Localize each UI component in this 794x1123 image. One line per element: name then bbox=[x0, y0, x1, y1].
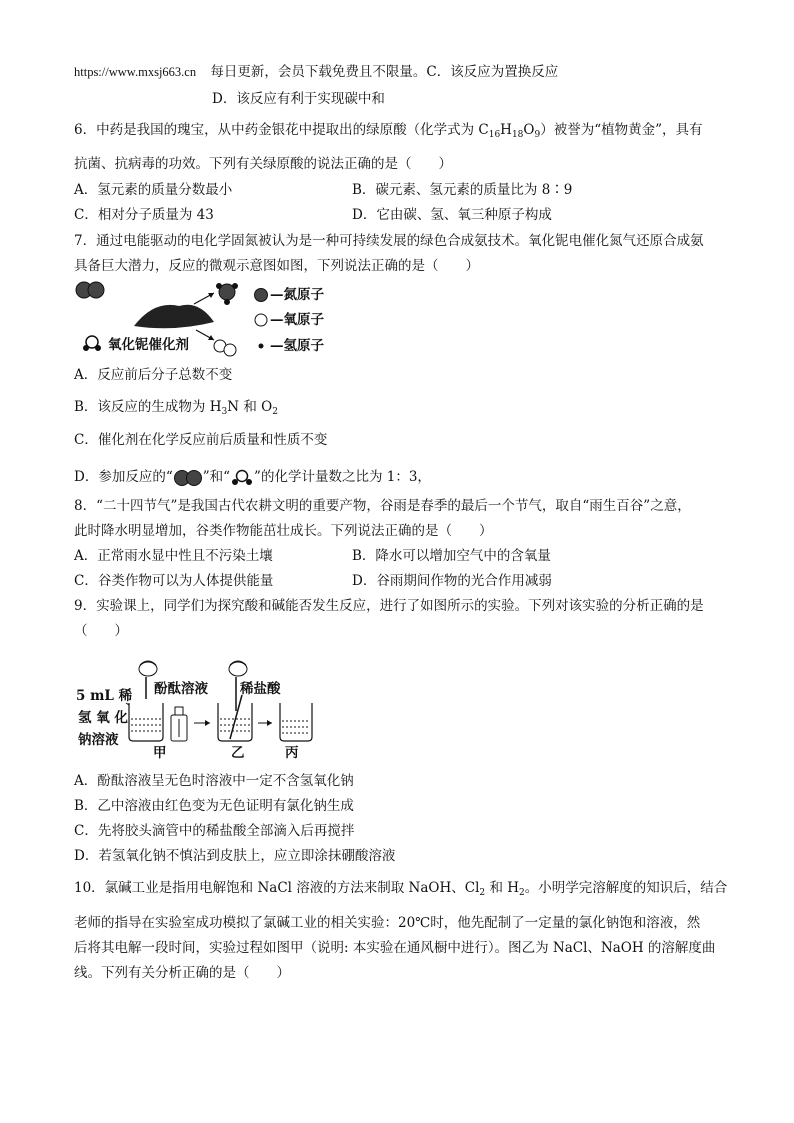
h2o-h-atom-2 bbox=[95, 345, 101, 351]
q9-fig-naoh-label-1: 5 mL 稀 bbox=[76, 688, 133, 704]
q9-option-b: B．乙中溶液由红色变为无色证明有氯化钠生成 bbox=[74, 798, 354, 814]
q9-option-d: D．若氢氧化钠不慎沾到皮肤上，应立即涂抹硼酸溶液 bbox=[74, 848, 396, 864]
q9-option-c: C．先将胶头滴管中的稀盐酸全部滴入后再搅拌 bbox=[74, 823, 355, 839]
header-url[interactable]: https://www.mxsj663.cn bbox=[74, 65, 197, 79]
legend-o-symbol bbox=[255, 314, 267, 326]
q7-catalyst-label: 氧化铌催化剂 bbox=[108, 337, 189, 353]
q7-option-a: A．反应前后分子总数不变 bbox=[74, 367, 233, 383]
beaker-jia bbox=[129, 703, 163, 741]
q8-option-c: C．谷类作物可以为人体提供能量 bbox=[74, 573, 274, 589]
q6-option-c: C．相对分子质量为 43 bbox=[74, 207, 214, 223]
q9-fig-label-yi: 乙 bbox=[231, 745, 245, 761]
dropper-bottle-neck bbox=[175, 707, 183, 715]
q6-option-a: A．氢元素的质量分数最小 bbox=[74, 182, 233, 198]
q8-stem-line2: 此时降水明显增加，谷类作物能茁壮成长。下列说法正确的是（ ） bbox=[74, 523, 493, 539]
catalyst-pile bbox=[134, 305, 214, 329]
q6-sub-o: 9 bbox=[534, 130, 541, 140]
q5-option-c: C．该反应为置换反应 bbox=[426, 64, 559, 80]
q7-legend-o: —氧原子 bbox=[270, 312, 324, 328]
q9-fig-naoh-label-2: 氢 氧 化 bbox=[78, 710, 128, 726]
q9-option-a: A．酚酞溶液呈无色时溶液中一定不含氢氧化钠 bbox=[74, 773, 354, 789]
q8-option-b: B．降水可以增加空气中的含氧量 bbox=[352, 548, 551, 564]
q7-d-text-pre: D．参加反应的“ bbox=[74, 469, 173, 485]
nh3-h-atom-1 bbox=[216, 283, 222, 289]
q7-b-sub2: 2 bbox=[272, 407, 278, 417]
q6-stem-text: 6．中药是我国的瑰宝，从中药金银花中提取出的绿原酸（化学式为 C bbox=[74, 122, 489, 138]
q10-stem-line1 bbox=[74, 879, 727, 897]
legend-n-symbol bbox=[255, 289, 268, 302]
arrow-1-head bbox=[205, 720, 210, 726]
h2o-molecule-icon bbox=[230, 469, 254, 487]
q8-stem-line1: 8．“二十四节气”是我国古代农耕文明的重要产物，谷雨是春季的最后一个节气，取自“雨生百谷”之意， bbox=[74, 498, 691, 514]
q9-fig-hcl: 稀盐酸 bbox=[240, 681, 281, 697]
q10-stem-line4: 线。下列有关分析正确的是（ ） bbox=[74, 965, 290, 981]
q7-option-c: C．催化剂在化学反应前后质量和性质不变 bbox=[74, 432, 328, 448]
q9-fig-label-jia: 甲 bbox=[153, 745, 167, 761]
q8-option-a: A．正常雨水显中性且不污染土壤 bbox=[74, 548, 273, 564]
q9-fig-phenolphthalein: 酚酞溶液 bbox=[154, 681, 208, 697]
q6-o: O bbox=[523, 122, 535, 138]
q10-sub-h: 2 bbox=[519, 888, 525, 898]
q9-fig-naoh-label-3: 钠溶液 bbox=[78, 732, 119, 748]
legend-h-symbol bbox=[259, 344, 264, 349]
q10-text-a: 10．氯碱工业是指用电解饱和 NaCl 溶液的方法来制取 NaOH、Cl bbox=[74, 880, 480, 896]
q9-stem-line1: 9．实验课上，同学们为探究酸和碱能否发生反应，进行了如图所示的实验。下列对该实验的分析正确的是 bbox=[74, 598, 704, 614]
q7-b-text-mid: N 和 O bbox=[227, 399, 273, 415]
n2-molecule-icon bbox=[173, 469, 203, 487]
q6-stem-line1 bbox=[74, 121, 703, 139]
header-line bbox=[74, 63, 558, 81]
q7-legend-h: —氢原子 bbox=[270, 338, 324, 354]
q7-legend-n: —氮原子 bbox=[270, 287, 324, 303]
q10-stem-line3: 后将其电解一段时间，实验过程如图甲（说明: 本实验在通风橱中进行）。图乙为 NaCl、NaOH 的溶解度曲 bbox=[74, 940, 716, 956]
o2-atom-right bbox=[224, 344, 236, 356]
q10-sub-cl: 2 bbox=[479, 888, 486, 898]
header-notice: 每日更新，会员下载免费且不限量。 bbox=[210, 64, 427, 80]
q7-option-d bbox=[74, 468, 431, 487]
q10-stem-line2: 老师的指导在实验室成功模拟了氯碱工业的相关实验：20℃时，他先配制了一定量的氯化钠饱和溶液，然 bbox=[74, 915, 701, 931]
nh3-h-atom-2 bbox=[232, 283, 238, 289]
q7-stem-line2: 具备巨大潜力，反应的微观示意图如图，下列说法正确的是（ ） bbox=[74, 258, 479, 274]
q7-b-text: B．该反应的生成物为 H bbox=[74, 399, 222, 415]
q6-stem-text-b: ）被誉为“植物黄金”，具有 bbox=[540, 122, 703, 138]
nh3-h-atom-3 bbox=[224, 299, 230, 305]
q7-option-b bbox=[74, 398, 278, 416]
q6-option-d: D．它由碳、氢、氧三种原子构成 bbox=[352, 207, 552, 223]
q10-text-b: 和 H bbox=[485, 880, 520, 896]
q7-d-text-mid: ”和“ bbox=[202, 469, 231, 485]
q6-option-b: B．碳元素、氢元素的质量比为 8∶9 bbox=[352, 182, 573, 198]
q6-stem-line2: 抗菌、抗病毒的功效。下列有关绿原酸的说法正确的是（ ） bbox=[74, 156, 452, 172]
n2-atom-right bbox=[88, 282, 104, 298]
q5-option-d: D．该反应有利于实现碳中和 bbox=[212, 91, 385, 107]
q10-text-c: 。小明学完溶解度的知识后，结合 bbox=[524, 880, 728, 896]
q8-option-d: D．谷雨期间作物的光合作用减弱 bbox=[352, 573, 552, 589]
q7-d-text-post: ”的化学计量数之比为 1：3， bbox=[254, 469, 431, 485]
q7-b-sub: 3 bbox=[221, 407, 228, 417]
q6-h: H bbox=[500, 122, 512, 138]
beaker-bing bbox=[280, 703, 312, 741]
q7-stem-line1: 7．通过电能驱动的电化学固氮被认为是一种可持续发展的绿色合成氨技术。氧化铌电催化氮气还原合成氨 bbox=[74, 233, 704, 249]
q6-sub-h: 18 bbox=[511, 130, 524, 140]
arrow-2-head bbox=[267, 720, 272, 726]
h2o-h-atom-1 bbox=[83, 345, 89, 351]
q9-stem-line2: （ ） bbox=[74, 623, 128, 639]
q9-fig-label-bing: 丙 bbox=[285, 745, 299, 761]
q6-sub-c: 16 bbox=[488, 130, 501, 140]
